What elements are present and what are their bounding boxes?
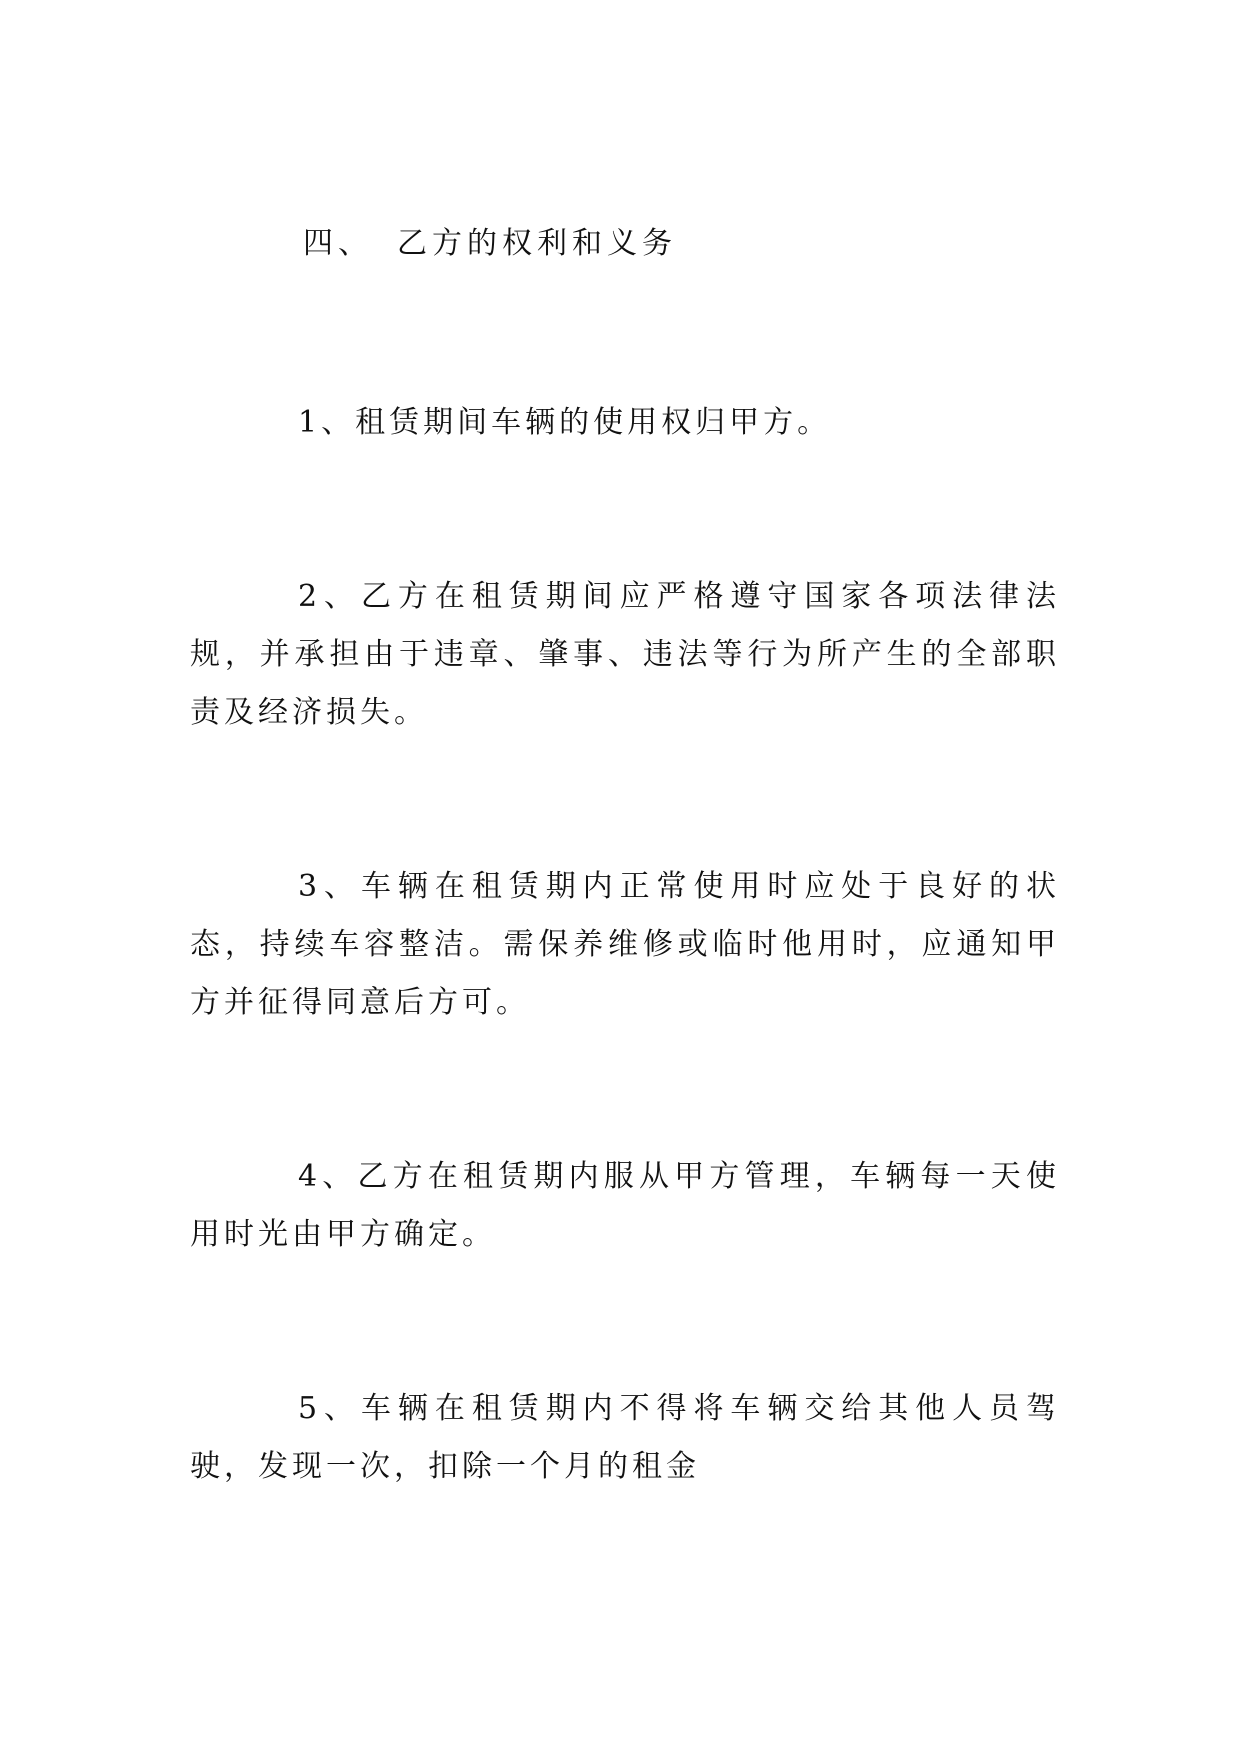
section-heading	[303, 222, 677, 266]
section-number: 四、	[303, 226, 373, 261]
clause-4: 4、乙方在租赁期内服从甲方管理，车辆每一天使用时光由甲方确定。	[190, 1159, 1060, 1252]
clause-2: 2、乙方在租赁期间应严格遵守国家各项法律法规，并承担由于违章、肇事、违法等行为所产生的全部职责及经济损失。	[190, 579, 1060, 730]
clause-3: 3、车辆在租赁期内正常使用时应处于良好的状态，持续车容整洁。需保养维修或临时他用时，应通知甲方并征得同意后方可。	[190, 869, 1060, 1020]
section-title: 乙方的权利和义务	[397, 226, 677, 261]
clause-1: 1、租赁期间车辆的使用权归甲方。	[298, 405, 832, 440]
clause-5: 5、车辆在租赁期内不得将车辆交给其他人员驾驶，发现一次，扣除一个月的租金	[190, 1391, 1060, 1484]
